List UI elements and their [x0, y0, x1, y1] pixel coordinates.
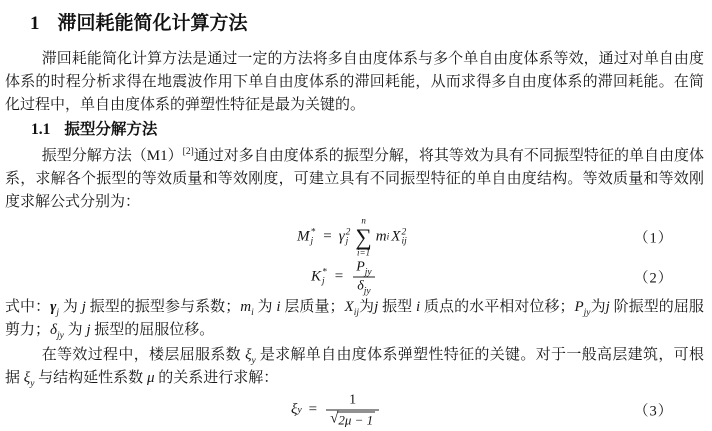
- eq3-fraction: 1 √ 2μ − 1: [326, 393, 379, 428]
- paragraph-where-clause: 式中：$\gamma_j$ 为 j 振型的振型参与系数；$m_i$ 为 i 层质量；$X_{ij}$为j 振型 i 质点的水平相对位移；$P_{jy}$为j 阶振型的屈服剪力；$\delta_{jy}$ 为 j 振型的屈服位移。: [5, 299, 704, 341]
- eq3-equals: =: [308, 401, 318, 418]
- subsection-number: 1.1: [31, 121, 51, 138]
- eq1-story-mass: m: [375, 228, 387, 245]
- equation-2-number: （2）: [634, 270, 674, 287]
- equation-3: [0, 390, 712, 430]
- eq2-stiffness-symbol: K: [311, 268, 322, 285]
- equation-3-number: （3）: [634, 403, 674, 420]
- sigma-symbol: ∑: [355, 224, 372, 250]
- equation-1-body: M * j = γ 2 j n ∑ i=1 m i X 2 ij: [297, 215, 407, 258]
- eq1-mass-symbol: M: [297, 228, 310, 245]
- eq2-equals: =: [334, 268, 344, 285]
- eq3-xi-symbol: ξ: [291, 401, 298, 418]
- equation-2-body: K * j = $\frac{P_{jy}}{\delta_{jy}}$: [311, 260, 378, 295]
- equation-1-number: （1）: [634, 230, 674, 247]
- section-number: 1: [30, 13, 40, 34]
- summation: n ∑ i=1: [355, 215, 372, 258]
- eq1-equals: =: [323, 228, 332, 245]
- subsection-title-text: 振型分解方法: [64, 121, 158, 138]
- paragraph-yield-coefficient: 在等效过程中，楼层屈服系数 $\xi_y$ 是求解单自由度体系弹塑性特征的关键。对于一般高层建筑，可根据 $\xi_y$ 与结构延性系数 μ 的关系进行求解：: [5, 347, 704, 389]
- eq1-displacement: X: [391, 228, 401, 245]
- paragraph-intro: 滞回耗能简化计算方法是通过一定的方法将多自由度体系与多个单自由度体系等效，通过对单自由度体系的时程分析求得在地震波作用下单自由度体系的滞回耗能，从而求得多自由度体系的滞回耗能。在简化过程中，单自由度体系的弹塑性特征是最为关键的。: [5, 51, 704, 113]
- eq2-fraction: $\frac{P_{jy}}{\delta_{jy}}$: [352, 260, 375, 295]
- equation-2: [0, 258, 712, 296]
- section-title-text: 滞回耗能简化计算方法: [57, 13, 248, 34]
- equation-3-body: ξ y = 1 √ 2μ − 1: [291, 393, 381, 428]
- eq1-gamma-symbol: γ: [338, 228, 345, 245]
- equation-1: [0, 216, 712, 258]
- section-title: [30, 11, 712, 36]
- square-root: √ 2μ − 1: [330, 410, 374, 428]
- paragraph-mode-decomposition: 振型分解方法（M1）[2]通过对多自由度体系的振型分解，将其等效为具有不同振型特征的单自由度体系，求解各个振型的等效质量和等效刚度，可建立具有不同振型特征的单自由度结构。等效质量和等效刚度求解公式分别为：: [5, 147, 704, 210]
- subsection-heading: [31, 120, 712, 140]
